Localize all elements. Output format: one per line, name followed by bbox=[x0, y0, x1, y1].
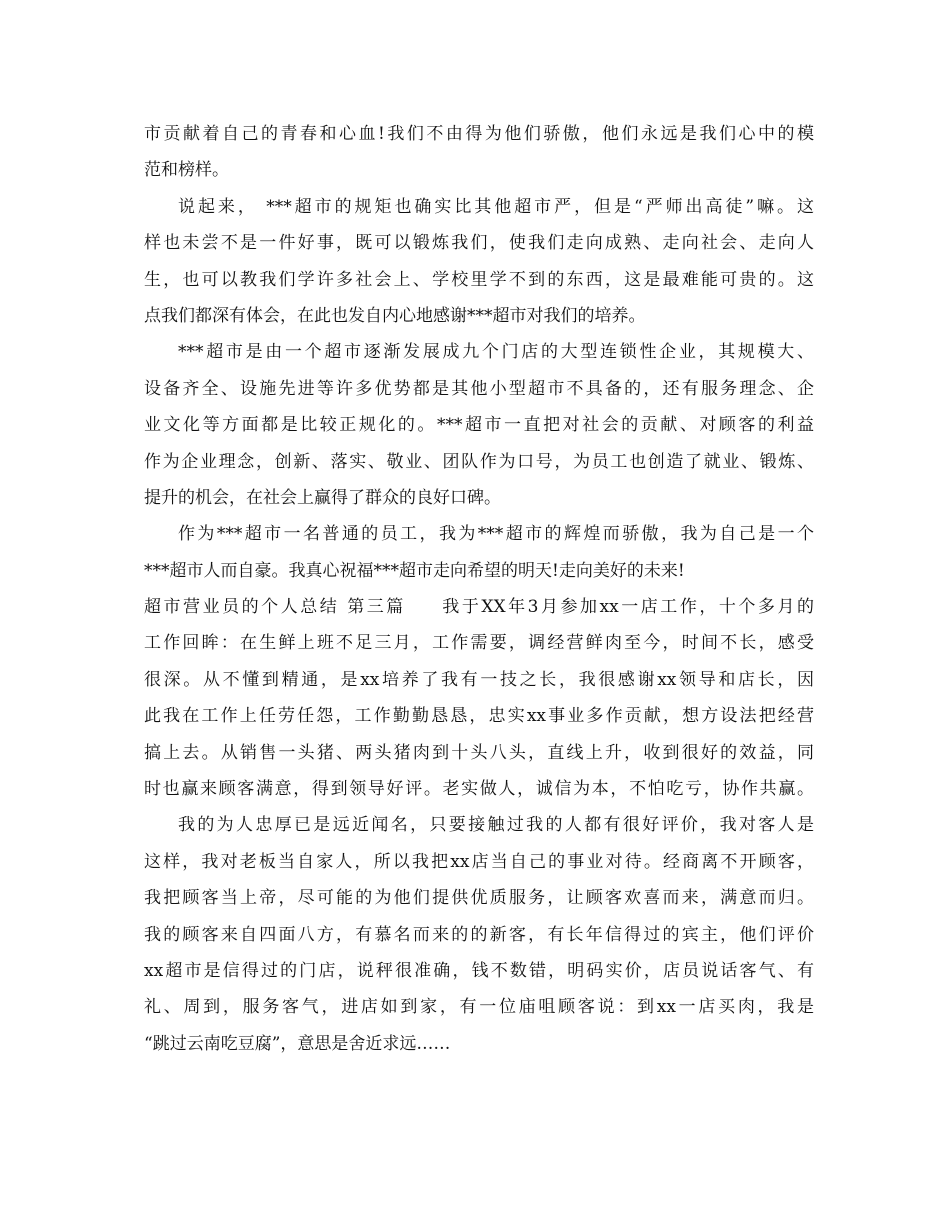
text-line: 作为***超市一名普通的员工，我为***超市的辉煌而骄傲，我为自己是一个 bbox=[178, 524, 814, 545]
text-line: 生，也可以教我们学许多社会上、学校里学不到的东西，这是最难能可贵的。这 bbox=[144, 269, 814, 290]
text-line: 很深。从不懂到精通，是xx培养了我有一技之长，我很感谢xx领导和店长，因 bbox=[144, 669, 814, 690]
text-line: 作为企业理念，创新、落实、敬业、团队作为口号，为员工也创造了就业、锻炼、 bbox=[144, 451, 814, 472]
text-line: ***超市是由一个超市逐渐发展成九个门店的大型连锁性企业，其规模大、 bbox=[178, 342, 814, 363]
text-line: 工作回眸：在生鲜上班不足三月，工作需要，调经营鲜肉至今，时间不长，感受 bbox=[144, 633, 814, 654]
text-line: 礼、周到，服务客气，进店如到家，有一位庙咀顾客说：到xx一店买肉，我是 bbox=[144, 997, 814, 1018]
text-line: 范和榜样。 bbox=[144, 160, 229, 181]
text-line: 这样，我对老板当自家人，所以我把xx店当自己的事业对待。经商离不开顾客， bbox=[144, 851, 814, 872]
text-line: 市贡献着自己的青春和心血!我们不由得为他们骄傲，他们永远是我们心中的模 bbox=[144, 124, 814, 144]
text-line: 此我在工作上任劳任怨，工作勤勤恳恳，忠实xx事业多作贡献，想方设法把经营 bbox=[144, 706, 814, 727]
text-line: “跳过云南吃豆腐”，意思是舍近求远…… bbox=[144, 1033, 451, 1054]
section-heading: 超市营业员的个人总结 第三篇 bbox=[144, 597, 406, 618]
text-line: 我的顾客来自四面八方，有慕名而来的的新客，有长年信得过的宾主，他们评价 bbox=[144, 924, 814, 945]
section-heading-line bbox=[144, 589, 814, 625]
paragraphs-part-1 bbox=[144, 116, 814, 589]
text-line: 设备齐全、设施先进等许多优势都是其他小型超市不具备的，还有服务理念、企 bbox=[144, 378, 814, 399]
text-line: ***超市人而自豪。我真心祝福***超市走向希望的明天!走向美好的未来! bbox=[144, 560, 685, 581]
text-line: 说起来， ***超市的规矩也确实比其他超市严，但是“严师出高徒”嘛。这 bbox=[178, 196, 814, 217]
text-line: 时也赢来顾客满意，得到领导好评。老实做人，诚信为本，不怕吃亏，协作共赢。 bbox=[144, 779, 814, 800]
text-line: 业文化等方面都是比较正规化的。***超市一直把对社会的贡献、对顾客的利益 bbox=[144, 415, 814, 436]
text-line: 我的为人忠厚已是远近闻名，只要接触过我的人都有很好评价，我对客人是 bbox=[178, 815, 814, 836]
text-line: 我把顾客当上帝，尽可能的为他们提供优质服务，让顾客欢喜而来，满意而归。 bbox=[144, 888, 814, 909]
text-line: 点我们都深有体会，在此也发自内心地感谢***超市对我们的培养。 bbox=[144, 305, 646, 326]
text-line: xx超市是信得过的门店，说秤很准确，钱不数错，明码实价，店员说话客气、有 bbox=[144, 960, 814, 981]
text-line: 搞上去。从销售一头猪、两头猪肉到十头八头，直线上升，收到很好的效益，同 bbox=[144, 742, 814, 763]
document-body bbox=[144, 116, 814, 1062]
text-line: 样也未尝不是一件好事，既可以锻炼我们，使我们走向成熟、走向社会、走向人 bbox=[144, 233, 814, 254]
text-line: 提升的机会，在社会上赢得了群众的良好口碑。 bbox=[144, 487, 501, 508]
paragraphs-part-2 bbox=[144, 625, 814, 1062]
section-first-line: 我于XX年3月参加xx一店工作，十个多月的 bbox=[439, 597, 814, 618]
